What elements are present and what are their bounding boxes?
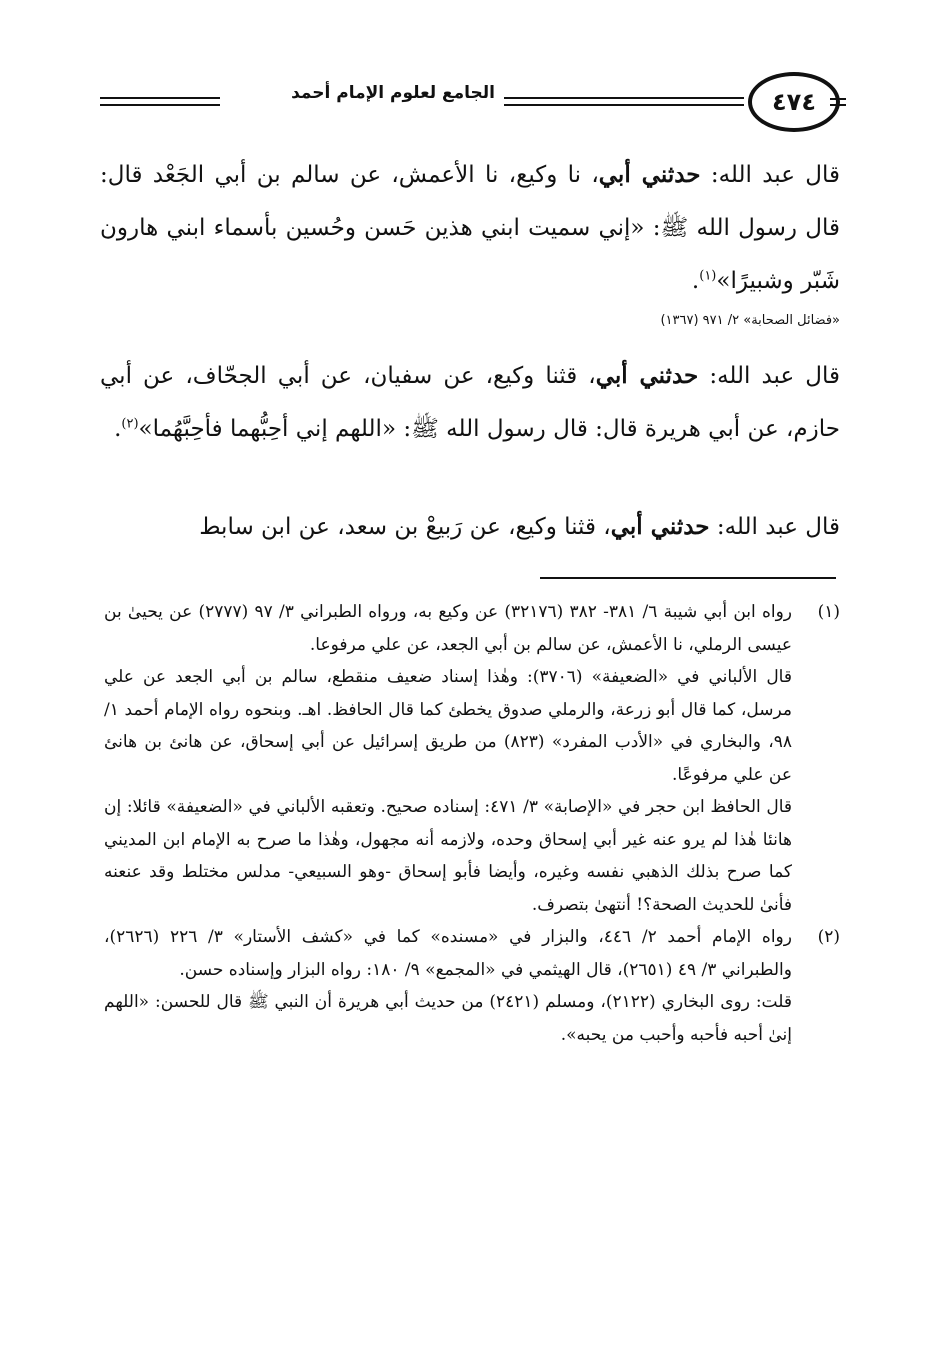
footnotes xyxy=(104,596,840,1051)
hadith-paragraph-1 xyxy=(100,148,840,308)
header-rule-middle xyxy=(504,97,744,106)
footnote-text: قلت: روى البخاري (٢١٢٢)، ومسلم (٢٤٢١) من حديث أبي هريرة أن النبي ﷺ قال للحسن: «اللهم إنىٰ أحبه فأحبه وأحبب من يحبه». xyxy=(104,992,792,1045)
hadith-paragraph-3 xyxy=(100,500,840,554)
page-number: ٤٧٤ xyxy=(772,88,816,116)
running-header xyxy=(100,72,840,132)
footnote-number: (١) xyxy=(817,602,840,622)
footnote-text: قال الحافظ ابن حجر في «الإصابة» ٣/ ٤٧١: إسناده صحيح. وتعقبه الألباني في «الضعيفة» قائلا: إن هانئا هٰذا لم يرو عنه غير أبي إسحاق وحده، ولازمه أنه مجهول، وهٰذا ما صرح به الإمام ابن المديني كما صرح بذلك الذهبي نفسه وغيره، وأيضا فأبو إسحاق -وهو السبيعي- مدلس مختلط وقد عنعنه فأنىٰ للحديث الصحة؟! أنتهىٰ بتصرف. xyxy=(104,797,793,915)
footnote-1 xyxy=(104,596,840,921)
page-number-badge xyxy=(748,72,840,132)
hadith-paragraph-2 xyxy=(100,349,840,456)
narration-prefix: قال عبد الله: xyxy=(709,514,840,540)
footnote-text: رواه الإمام أحمد ٢/ ٤٤٦، والبزار في «مسنده» كما في «كشف الأستار» ٣/ ٢٢٦ (٢٦٢٦)، والطبراني ٣/ ٤٩ (٢٦٥١)، قال الهيثمي في «المجمع» ٩/ ١٨٠: رواه البزار وإسناده حسن. xyxy=(104,927,792,980)
narration-bold: حدثني أبي xyxy=(598,161,701,188)
footnote-text: قال الألباني في «الضعيفة» (٣٧٠٦): وهٰذا إسناد ضعيف منقطع، سالم بن أبي الجعد عن علي مرسل، كما قال أبو زرعة، والرملي صدوق يخطئ كما قال الحافظ. اهـ. وبنحوه رواه الإمام أحمد ١/ ٩٨، والبخاري في «الأدب المفرد» (٨٢٣) من طريق إسرائيل عن أبي إسحاق، عن هانئ بن هانئ عن علي مرفوعًا. xyxy=(104,667,792,785)
footnote-separator xyxy=(540,577,836,579)
source-reference: «فضائل الصحابة» ٢/ ٩٧١ (١٣٦٧) xyxy=(660,313,840,328)
narration-text: ، نا وكيع، نا الأعمش، عن سالم بن أبي الجَعْد قال: قال رسول الله ﷺ: «إني سميت ابني هذين حَسن وحُسين بأسماء ابني هارون شَبّر وشبيرًا» xyxy=(100,162,840,294)
narration-end: . xyxy=(691,268,700,294)
footnote-ref: (١) xyxy=(699,268,717,284)
footnote-ref: (٢) xyxy=(121,416,139,432)
footnote-2 xyxy=(104,921,840,1051)
narration-text: ، قثنا وكيع، عن سفيان، عن أبي الجحّاف، عن أبي حازم، عن أبي هريرة قال: قال رسول الله ﷺ: «اللهم إني أحِبُّهما فأحِبَّهُما» xyxy=(100,363,840,442)
narration-prefix: قال عبد الله: xyxy=(698,363,840,389)
narration-prefix: قال عبد الله: xyxy=(700,162,840,188)
footnote-text: رواه ابن أبي شيبة ٦/ ٣٨١- ٣٨٢ (٣٢١٧٦) عن وكيع به، ورواه الطبراني ٣/ ٩٧ (٢٧٧٧) عن يحيىٰ بن عيسى الرملي، نا الأعمش، عن سالم بن أبي الجعد، عن علي مرفوعا. xyxy=(104,602,792,655)
footnote-number: (٢) xyxy=(817,927,840,947)
narration-bold: حدثني أبي xyxy=(610,513,710,540)
narration-end: . xyxy=(114,416,122,442)
header-rule-left xyxy=(100,97,220,106)
narration-text: ، قثنا وكيع، عن رَبيعْ بن سعد، عن ابن سابط xyxy=(199,514,611,540)
book-title: الجامع لعلوم الإمام أحمد xyxy=(291,83,495,103)
narration-bold: حدثني أبي xyxy=(595,362,699,389)
